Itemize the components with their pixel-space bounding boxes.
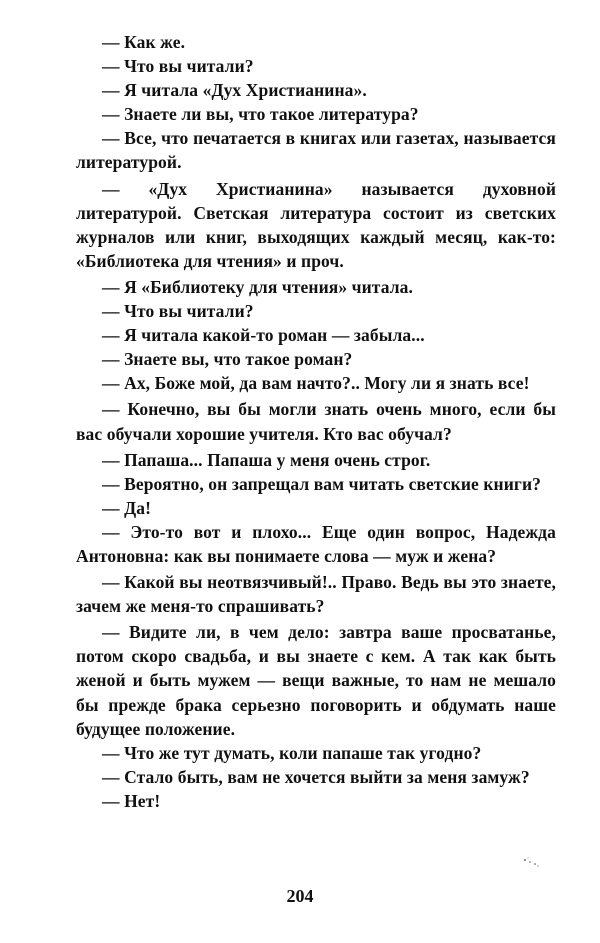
dialogue-line: — Да!	[102, 497, 151, 518]
dialogue-line: — Все, что печатается в книгах или газетах, называется литературой.	[76, 128, 556, 173]
dialogue-line: — Нет!	[102, 790, 161, 811]
dialogue-line: — Что вы читали?	[102, 301, 254, 322]
dialogue-line: — Какой вы неотвязчивый!.. Право. Ведь вы это знаете, зачем же меня-то спрашивать?	[76, 572, 556, 617]
dialogue-line: — «Дух Христианина» называется духовной литературой. Светская литература состоит из светских журналов или книг, выходящих каждый месяц, как-то: «Библиотека для чтения» и проч.	[76, 178, 556, 271]
page-number: 204	[286, 886, 314, 906]
dialogue-line: — Что же тут думать, коли папаше так угодно?	[102, 742, 482, 763]
ink-smudge-icon	[522, 855, 542, 869]
dialogue-line: — Конечно, вы бы могли знать очень много, если бы вас обучали хорошие учителя. Кто вас обучал?	[76, 399, 556, 444]
dialogue-line: — Я читала «Дух Христианина».	[102, 80, 367, 101]
dialogue-line: — Знаете вы, что такое роман?	[102, 349, 353, 370]
dialogue-line: — Папаша... Папаша у меня очень строг.	[102, 449, 431, 470]
dialogue-line: — Знаете ли вы, что такое литература?	[102, 104, 419, 125]
dialogue-line: — Вероятно, он запрещал вам читать светские книги?	[102, 473, 542, 494]
dialogue-line: — Ах, Боже мой, да вам начто?.. Могу ли я знать все!	[102, 373, 530, 394]
dialogue-line: — Как же.	[102, 32, 186, 52]
dialogue-line: — Стало быть, вам не хочется выйти за меня замуж?	[102, 766, 530, 787]
dialogue-line: — Видите ли, в чем дело: завтра ваше просватанье, потом скоро свадьба, и вы знаете с кем. А так как быть женой и быть мужем — вещи важные, то нам не мешало бы прежде брака серьезно поговорить и обдумать наше будущее положение.	[76, 622, 556, 739]
dialogue-line: — Я «Библиотеку для чтения» читала.	[102, 276, 413, 297]
dialogue-line: — Я читала какой-то роман — забыла...	[102, 325, 425, 346]
dialogue-line: — Это-то вот и плохо... Еще один вопрос, Надежда Антоновна: как вы понимаете слова — муж и жена?	[76, 521, 556, 566]
page-text	[76, 30, 556, 813]
dialogue-line: — Что вы читали?	[102, 56, 254, 77]
